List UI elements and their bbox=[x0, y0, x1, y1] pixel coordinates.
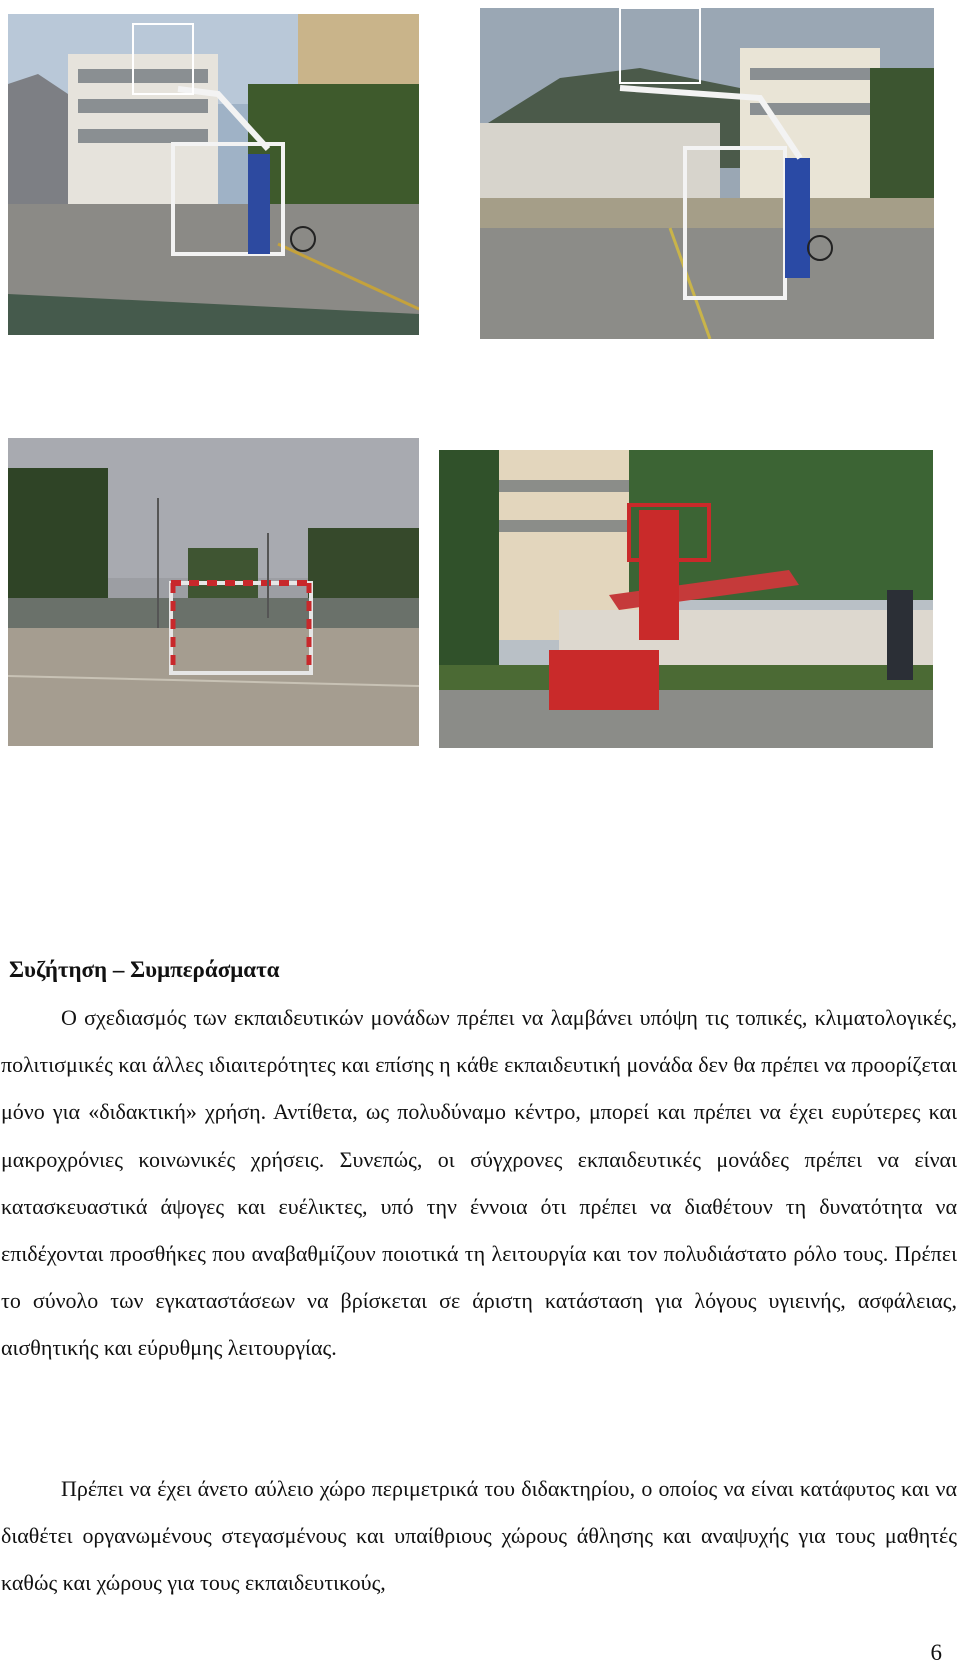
page-number: 6 bbox=[930, 1640, 942, 1665]
schoolyard-photo-1 bbox=[8, 14, 419, 335]
paragraph-2 bbox=[1, 1465, 957, 1607]
paragraph-2-text: Πρέπει να έχει άνετο αύλειο χώρο περιμετρικά του διδακτηρίου, ο οποίος να είναι κατάφυτος και να διαθέτει οργανωμένους στεγασμένους και υπαίθριους χώρους άθλησης και αναψυχής για τους μαθητές καθώς και χώρους για τους εκπαιδευτικούς, bbox=[1, 1476, 957, 1596]
handball-court-photo bbox=[8, 438, 419, 746]
paragraph-1-text: Ο σχεδιασμός των εκπαιδευτικών μονάδων πρέπει να λαμβάνει υπόψη τις τοπικές, κλιματολογικές, πολιτισμικές και άλλες ιδιαιτερότητες και επίσης η κάθε εκπαιδευτική μονάδα δεν θα πρέπει να προορίζεται μόνο για «διδακτική» χρήση. Αντίθετα, ως πολυδύναμο κέντρο, μπορεί και πρέπει να έχει ευρύτερες και μακροχρόνιες κοινωνικές χρήσεις. Συνεπώς, οι σύγχρονες εκπαιδευτικές μονάδες πρέπει να είναι κατασκευαστικά άψογες και ευέλικτες, υπό την έννοια ότι πρέπει να διαθέτουν τη δυνατότητα να επιδέχονται προσθήκες που αναβαθμίζουν ποιοτικά τη λειτουργία και τον πολυδιάστατο ρόλο τους. Πρέπει το σύνολο των εγκαταστάσεων να βρίσκεται σε άριστη κατάσταση για λόγους υγιεινής, ασφάλειας, αισθητικής και εύρυθμης λειτουργίας. bbox=[1, 1005, 957, 1361]
section-heading: Συζήτηση – Συμπεράσματα bbox=[9, 957, 280, 982]
schoolyard-photo-2 bbox=[480, 8, 934, 339]
mobile-basketball-hoop-photo bbox=[439, 450, 933, 748]
paragraph-1 bbox=[1, 994, 957, 1372]
